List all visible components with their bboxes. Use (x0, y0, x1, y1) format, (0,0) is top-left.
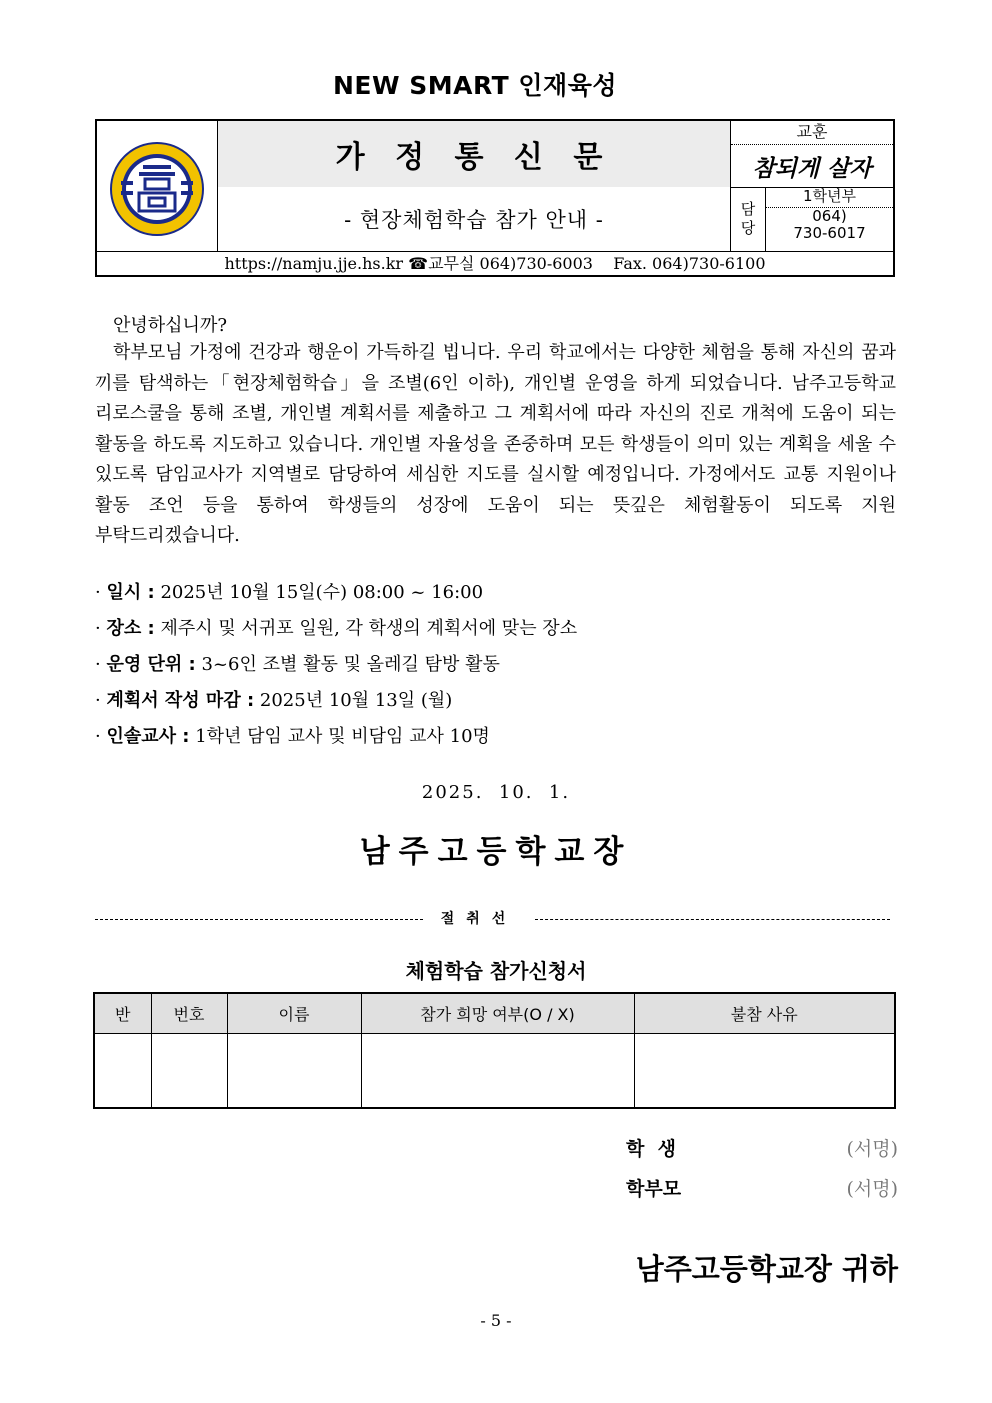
list-item: · 인솔교사 : 1학년 담임 교사 및 비담임 교사 10명 (95, 726, 490, 747)
column-header: 불참 사유 (634, 993, 895, 1034)
letter-subtitle: - 현장체험학습 참가 안내 - (344, 208, 604, 232)
cut-line (95, 909, 896, 929)
attendance-cell[interactable] (361, 1034, 634, 1109)
class-cell[interactable] (94, 1034, 151, 1109)
cut-label: 절취선 (440, 911, 518, 927)
application-table (93, 992, 896, 1109)
column-header: 참가 희망 여부(O / X) (361, 993, 634, 1034)
table-header-row (94, 993, 895, 1034)
info-list (95, 575, 896, 755)
list-item: · 장소 : 제주시 및 서귀포 일원, 각 학생의 계획서에 맞는 장소 (95, 618, 578, 639)
phone-area: 064) (812, 207, 847, 225)
slogan: NEW SMART 인재육성 (333, 71, 617, 100)
signature-mark[interactable]: (서명) (846, 1138, 898, 1160)
principal-title: 남주고등학교장 (359, 834, 633, 870)
addressee: 남주고등학교장 귀하 (635, 1252, 898, 1286)
phone-number: 730-6017 (793, 224, 866, 242)
contact-line: https://namju.jje.hs.kr ☎교무실 064)730-6003 Fax. 064)730-6100 (224, 254, 766, 273)
letterhead-box (95, 119, 895, 277)
name-cell[interactable] (227, 1034, 361, 1109)
parent-signature-row: 학부모 (서명) (626, 1174, 898, 1204)
page-number: - 5 - (480, 1311, 512, 1330)
in-charge-info (766, 187, 893, 242)
list-item: · 일시 : 2025년 10월 15일(수) 08:00 ~ 16:00 (95, 582, 484, 603)
column-header: 이름 (227, 993, 361, 1034)
signature-mark[interactable]: (서명) (846, 1178, 898, 1200)
motto-label: 교훈 (796, 122, 828, 141)
in-charge-label: 담당 (740, 200, 756, 237)
absence-reason-cell[interactable] (634, 1034, 895, 1109)
department: 1학년부 (802, 187, 856, 205)
school-logo-icon (109, 141, 205, 237)
table-row (94, 1034, 895, 1109)
column-header: 번호 (151, 993, 227, 1034)
list-item: · 계획서 작성 마감 : 2025년 10월 13일 (월) (95, 690, 453, 711)
greeting: 안녕하십니까? (113, 315, 227, 336)
letter-title: 가 정 통 신 문 (218, 121, 730, 187)
column-header: 반 (94, 993, 151, 1034)
number-cell[interactable] (151, 1034, 227, 1109)
school-motto: 참되게 살자 (752, 154, 872, 182)
issue-date: 2025. 10. 1. (421, 782, 571, 803)
student-signature-row: 학 생 (서명) (626, 1134, 898, 1164)
form-title: 체험학습 참가신청서 (405, 959, 587, 983)
list-item: · 운영 단위 : 3~6인 조별 활동 및 올레길 탐방 활동 (95, 654, 500, 675)
body-paragraph: 학부모님 가정에 건강과 행운이 가득하길 빕니다. 우리 학교에서는 다양한 체험을 통해 자신의 꿈과 끼를 탐색하는「현장체험학습」을 조별(6인 이하), 개인별 운영을 하게 되었습니다. 남주고등학교 리로스쿨을 통해 조별, 개인별 계획서를 제출하고 그 계획서에 따라 자신의 진로 개척에 도움이 되는 활동을 하도록 지도하고 있습니다. 개인별 자율성을 존중하며 모든 학생들이 의미 있는 계획을 세울 수 있도록 담임교사가 지역별로 담당하여 세심한 지도를 실시할 예정입니다. 가정에서도 교통 지원이나 활동 조언 등을 통하여 학생들의 성장에 도움이 되는 뜻깊은 체험활동이 되도록 지원 부탁드리겠습니다. (95, 342, 896, 546)
